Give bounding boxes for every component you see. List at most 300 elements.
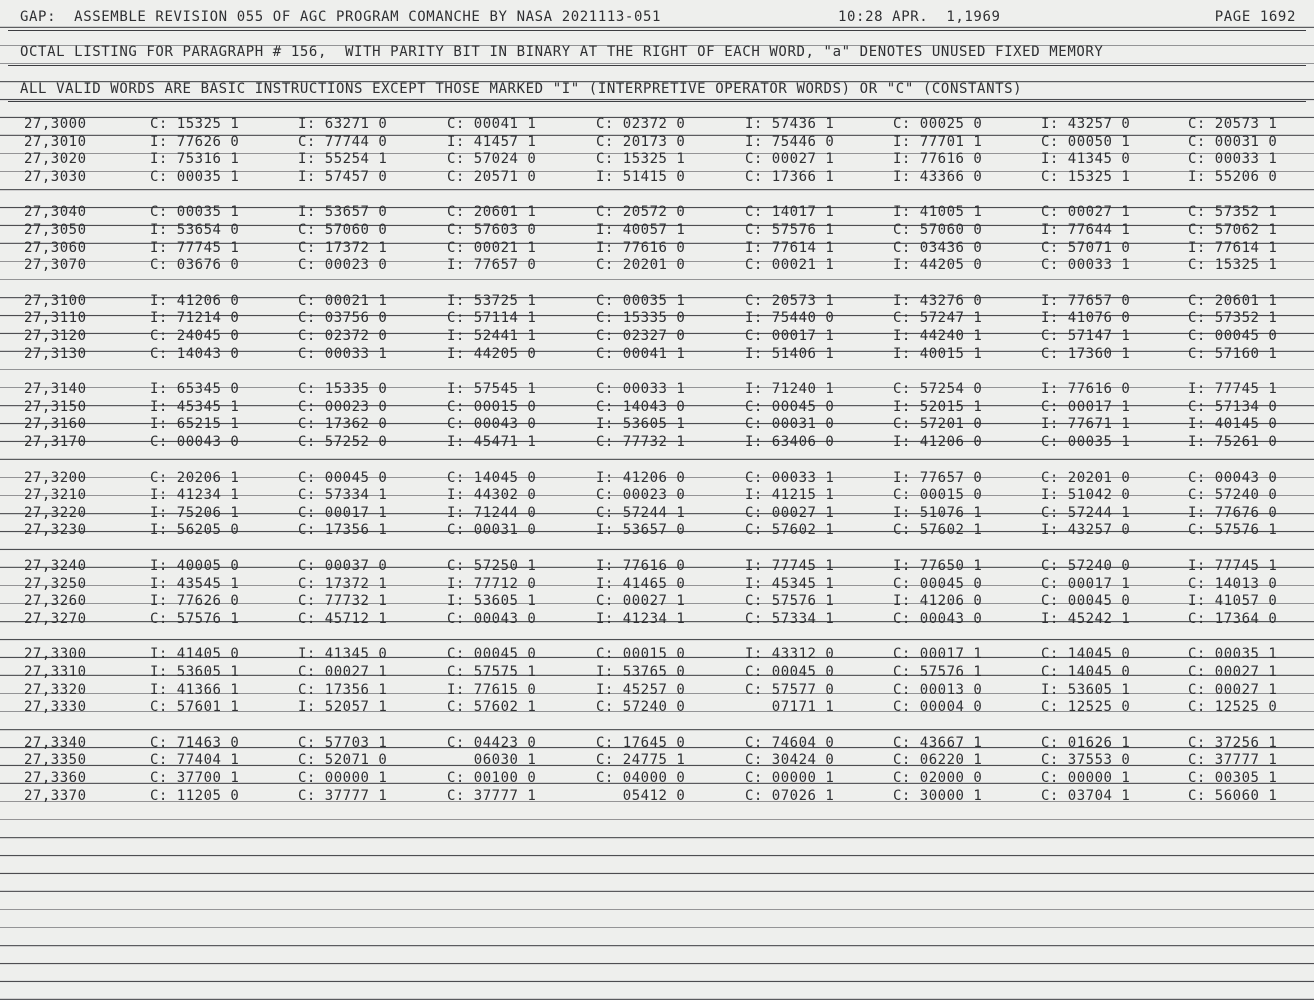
word-cell: C: 77744 0 <box>298 133 388 150</box>
word-cell: C: 20173 0 <box>596 133 686 150</box>
word-cell: C: 11205 0 <box>150 787 240 804</box>
word-cell: I: 77745 1 <box>1188 381 1278 398</box>
word-cell: C: 00045 0 <box>298 469 388 486</box>
word-cell: C: 03436 0 <box>893 239 983 256</box>
word-cell: C: 24045 0 <box>150 328 240 344</box>
word-cell: 07171 1 <box>745 699 835 716</box>
word-cell: I: 40005 0 <box>150 558 240 574</box>
word-cell: C: 71463 0 <box>150 734 240 751</box>
table-row <box>0 505 1314 523</box>
address-cell: 27,3030 <box>24 168 87 185</box>
address-cell: 27,3210 <box>24 487 87 504</box>
table-row <box>0 240 1314 258</box>
word-cell: I: 75316 1 <box>150 151 240 168</box>
word-cell: I: 77614 1 <box>745 239 835 256</box>
word-cell: C: 02000 0 <box>893 770 983 786</box>
word-cell: C: 03676 0 <box>150 257 240 274</box>
table-row <box>0 470 1314 488</box>
word-cell: C: 14013 0 <box>1188 575 1278 592</box>
word-cell: C: 00045 0 <box>893 575 983 592</box>
word-cell: I: 77657 0 <box>1041 292 1131 309</box>
address-cell: 27,3130 <box>24 345 87 362</box>
word-cell: I: 53654 0 <box>150 222 240 238</box>
word-cell: I: 45242 1 <box>1041 610 1131 627</box>
word-cell: C: 57201 0 <box>893 416 983 433</box>
word-cell: C: 37256 1 <box>1188 734 1278 751</box>
table-row <box>0 752 1314 770</box>
word-cell: I: 40057 1 <box>596 222 686 238</box>
word-cell: I: 52057 1 <box>298 699 388 716</box>
address-cell: 27,3310 <box>24 664 87 680</box>
word-cell: C: 00035 1 <box>150 168 240 185</box>
word-cell: I: 53725 1 <box>447 292 537 309</box>
table-row <box>0 257 1314 275</box>
word-cell: C: 06220 1 <box>893 752 983 769</box>
table-row <box>0 116 1314 134</box>
word-cell: C: 37777 1 <box>1188 752 1278 769</box>
word-cell: C: 57577 0 <box>745 681 835 698</box>
address-cell: 27,3360 <box>24 770 87 786</box>
address-cell: 27,3020 <box>24 151 87 168</box>
word-cell: C: 00021 1 <box>447 239 537 256</box>
word-cell: C: 37777 1 <box>447 787 537 804</box>
word-cell: I: 77657 0 <box>447 257 537 274</box>
word-cell: C: 00035 1 <box>1041 434 1131 450</box>
word-cell: C: 02372 0 <box>596 116 686 132</box>
header-line3: ALL VALID WORDS ARE BASIC INSTRUCTIONS EXCEPT THOSE MARKED "I" (INTERPRETIVE OPERATOR WORDS) OR "C" (CONSTANTS) <box>20 81 1023 97</box>
word-cell: C: 57252 0 <box>298 434 388 450</box>
word-cell: C: 57602 1 <box>893 522 983 539</box>
word-cell: I: 45257 0 <box>596 681 686 698</box>
word-cell: C: 17362 0 <box>298 416 388 433</box>
word-cell: C: 04000 0 <box>596 770 686 786</box>
word-cell: 06030 1 <box>447 752 537 769</box>
table-row <box>0 151 1314 169</box>
word-cell: I: 55206 0 <box>1188 168 1278 185</box>
word-cell: C: 57134 0 <box>1188 398 1278 415</box>
table-row <box>0 646 1314 664</box>
word-cell: C: 12525 0 <box>1041 699 1131 716</box>
word-cell: I: 41345 0 <box>1041 151 1131 168</box>
word-cell: I: 44205 0 <box>893 257 983 274</box>
word-cell: C: 57576 1 <box>150 610 240 627</box>
word-cell: C: 17366 1 <box>745 168 835 185</box>
word-cell: I: 75446 0 <box>745 133 835 150</box>
word-cell: C: 00043 0 <box>893 610 983 627</box>
word-cell: I: 43366 0 <box>893 168 983 185</box>
word-cell: C: 00015 0 <box>596 646 686 663</box>
word-cell: C: 00021 1 <box>745 257 835 274</box>
word-cell: C: 57071 0 <box>1041 239 1131 256</box>
table-row <box>0 204 1314 222</box>
word-cell: I: 63406 0 <box>745 434 835 450</box>
word-cell: I: 53765 0 <box>596 664 686 680</box>
word-cell: C: 57024 0 <box>447 151 537 168</box>
word-cell: C: 00021 1 <box>298 292 388 309</box>
word-cell: C: 00027 1 <box>745 151 835 168</box>
word-cell: I: 44205 0 <box>447 345 537 362</box>
word-cell: C: 57060 0 <box>893 222 983 238</box>
table-row <box>0 434 1314 452</box>
word-cell: C: 00045 0 <box>1041 593 1131 610</box>
address-cell: 27,3170 <box>24 434 87 450</box>
address-cell: 27,3370 <box>24 787 87 804</box>
word-cell: C: 03756 0 <box>298 310 388 327</box>
table-row <box>0 558 1314 576</box>
word-cell: C: 57352 1 <box>1188 310 1278 327</box>
address-cell: 27,3240 <box>24 558 87 574</box>
word-cell: C: 00013 0 <box>893 681 983 698</box>
word-cell: I: 41366 1 <box>150 681 240 698</box>
address-cell: 27,3340 <box>24 734 87 751</box>
word-cell: C: 57602 1 <box>447 699 537 716</box>
word-cell: I: 43545 1 <box>150 575 240 592</box>
address-cell: 27,3150 <box>24 398 87 415</box>
word-cell: C: 00027 1 <box>1188 664 1278 680</box>
word-cell: I: 41206 0 <box>596 469 686 486</box>
word-cell: C: 15335 0 <box>596 310 686 327</box>
word-cell: C: 20201 0 <box>596 257 686 274</box>
table-row <box>0 682 1314 700</box>
word-cell: C: 00033 1 <box>1041 257 1131 274</box>
word-cell: C: 15325 1 <box>150 116 240 132</box>
table-row <box>0 399 1314 417</box>
word-cell: C: 00033 1 <box>596 381 686 398</box>
word-cell: C: 57576 1 <box>745 593 835 610</box>
word-cell: 05412 0 <box>596 787 686 804</box>
word-cell: C: 15335 0 <box>298 381 388 398</box>
word-cell: C: 20601 1 <box>447 204 537 221</box>
word-cell: C: 00017 1 <box>1041 575 1131 592</box>
word-cell: C: 57240 0 <box>1041 558 1131 574</box>
address-cell: 27,3050 <box>24 222 87 238</box>
word-cell: I: 55254 1 <box>298 151 388 168</box>
table-row <box>0 699 1314 717</box>
word-cell: C: 03704 1 <box>1041 787 1131 804</box>
header-line2: OCTAL LISTING FOR PARAGRAPH # 156, WITH PARITY BIT IN BINARY AT THE RIGHT OF EACH WORD, "a" DENOTES UNUSED FIXED MEMORY <box>20 44 1104 60</box>
address-cell: 27,3230 <box>24 522 87 539</box>
word-cell: C: 00043 0 <box>447 416 537 433</box>
word-cell: C: 37700 1 <box>150 770 240 786</box>
word-cell: I: 57436 1 <box>745 116 835 132</box>
word-cell: C: 02327 0 <box>596 328 686 344</box>
word-cell: I: 41215 1 <box>745 487 835 504</box>
word-cell: C: 14045 0 <box>1041 646 1131 663</box>
word-cell: I: 77626 0 <box>150 133 240 150</box>
word-cell: I: 51042 0 <box>1041 487 1131 504</box>
word-cell: C: 57244 1 <box>596 504 686 521</box>
word-cell: C: 00031 0 <box>447 522 537 539</box>
word-cell: I: 43312 0 <box>745 646 835 663</box>
word-cell: C: 43667 1 <box>893 734 983 751</box>
word-cell: C: 00015 0 <box>447 398 537 415</box>
word-cell: I: 53605 1 <box>1041 681 1131 698</box>
word-cell: C: 00050 1 <box>1041 133 1131 150</box>
word-cell: C: 00023 0 <box>298 398 388 415</box>
word-cell: C: 00027 1 <box>596 593 686 610</box>
address-cell: 27,3010 <box>24 133 87 150</box>
word-cell: I: 41206 0 <box>893 434 983 450</box>
header-time: 10:28 APR. 1,1969 <box>838 9 1001 25</box>
word-cell: C: 57114 1 <box>447 310 537 327</box>
word-cell: C: 24775 1 <box>596 752 686 769</box>
word-cell: I: 77614 1 <box>1188 239 1278 256</box>
word-cell: C: 00045 0 <box>1188 328 1278 344</box>
word-cell: C: 15325 1 <box>1188 257 1278 274</box>
address-cell: 27,3000 <box>24 116 87 132</box>
word-cell: I: 41234 1 <box>150 487 240 504</box>
word-cell: I: 41234 1 <box>596 610 686 627</box>
address-cell: 27,3250 <box>24 575 87 592</box>
word-cell: C: 57240 0 <box>596 699 686 716</box>
word-cell: C: 57334 1 <box>298 487 388 504</box>
word-cell: C: 00017 1 <box>893 646 983 663</box>
word-cell: I: 43257 0 <box>1041 116 1131 132</box>
word-cell: I: 77626 0 <box>150 593 240 610</box>
word-cell: C: 57601 1 <box>150 699 240 716</box>
table-row <box>0 134 1314 152</box>
word-cell: C: 30424 0 <box>745 752 835 769</box>
word-cell: C: 57603 0 <box>447 222 537 238</box>
word-cell: C: 12525 0 <box>1188 699 1278 716</box>
word-cell: C: 00043 0 <box>447 610 537 627</box>
page-number: PAGE 1692 <box>1214 9 1296 25</box>
word-cell: I: 77615 0 <box>447 681 537 698</box>
table-row <box>0 416 1314 434</box>
word-cell: C: 02372 0 <box>298 328 388 344</box>
word-cell: C: 00027 1 <box>1041 204 1131 221</box>
word-cell: C: 00033 1 <box>298 345 388 362</box>
word-cell: I: 41465 0 <box>596 575 686 592</box>
word-cell: C: 00004 0 <box>893 699 983 716</box>
word-cell: C: 57160 1 <box>1188 345 1278 362</box>
address-cell: 27,3200 <box>24 469 87 486</box>
word-cell: I: 77644 1 <box>1041 222 1131 238</box>
word-cell: C: 17372 1 <box>298 239 388 256</box>
word-cell: C: 57240 0 <box>1188 487 1278 504</box>
word-cell: I: 51415 0 <box>596 168 686 185</box>
word-cell: C: 00100 0 <box>447 770 537 786</box>
word-cell: C: 00041 1 <box>596 345 686 362</box>
word-cell: I: 45471 1 <box>447 434 537 450</box>
address-cell: 27,3260 <box>24 593 87 610</box>
word-cell: I: 43257 0 <box>1041 522 1131 539</box>
table-row <box>0 788 1314 806</box>
word-cell: I: 43276 0 <box>893 292 983 309</box>
word-cell: C: 15325 1 <box>596 151 686 168</box>
word-cell: C: 14043 0 <box>150 345 240 362</box>
word-cell: I: 53657 0 <box>298 204 388 221</box>
word-cell: C: 77732 1 <box>596 434 686 450</box>
word-cell: C: 57060 0 <box>298 222 388 238</box>
word-cell: C: 20573 1 <box>1188 116 1278 132</box>
word-cell: C: 57254 0 <box>893 381 983 398</box>
word-cell: C: 00017 1 <box>745 328 835 344</box>
word-cell: C: 00017 1 <box>298 504 388 521</box>
word-cell: C: 00031 0 <box>1188 133 1278 150</box>
divider <box>8 65 1306 66</box>
word-cell: C: 17356 1 <box>298 522 388 539</box>
word-cell: C: 00045 0 <box>745 664 835 680</box>
word-cell: I: 41345 0 <box>298 646 388 663</box>
address-cell: 27,3070 <box>24 257 87 274</box>
table-row <box>0 310 1314 328</box>
word-cell: I: 57545 1 <box>447 381 537 398</box>
word-cell: C: 20206 1 <box>150 469 240 486</box>
word-cell: I: 77616 0 <box>1041 381 1131 398</box>
word-cell: C: 20201 0 <box>1041 469 1131 486</box>
word-cell: C: 00043 0 <box>1188 469 1278 486</box>
word-cell: C: 14045 0 <box>1041 664 1131 680</box>
word-cell: C: 14043 0 <box>596 398 686 415</box>
word-cell: C: 00017 1 <box>1041 398 1131 415</box>
word-cell: C: 15325 1 <box>1041 168 1131 185</box>
address-cell: 27,3160 <box>24 416 87 433</box>
word-cell: C: 00037 0 <box>298 558 388 574</box>
word-cell: I: 57457 0 <box>298 168 388 185</box>
address-cell: 27,3220 <box>24 504 87 521</box>
table-row <box>0 770 1314 788</box>
word-cell: I: 52015 1 <box>893 398 983 415</box>
divider <box>8 30 1306 31</box>
word-cell: C: 00027 1 <box>745 504 835 521</box>
word-cell: I: 41405 0 <box>150 646 240 663</box>
word-cell: I: 53605 1 <box>447 593 537 610</box>
word-cell: C: 17364 0 <box>1188 610 1278 627</box>
word-cell: C: 00000 1 <box>298 770 388 786</box>
word-cell: I: 77745 1 <box>1188 558 1278 574</box>
word-cell: C: 07026 1 <box>745 787 835 804</box>
word-cell: C: 77404 1 <box>150 752 240 769</box>
word-cell: I: 44302 0 <box>447 487 537 504</box>
word-cell: C: 00305 1 <box>1188 770 1278 786</box>
word-cell: C: 04423 0 <box>447 734 537 751</box>
word-cell: C: 20601 1 <box>1188 292 1278 309</box>
word-cell: C: 01626 1 <box>1041 734 1131 751</box>
word-cell: I: 71214 0 <box>150 310 240 327</box>
word-cell: I: 75440 0 <box>745 310 835 327</box>
word-cell: C: 00045 0 <box>745 398 835 415</box>
word-cell: C: 57062 1 <box>1188 222 1278 238</box>
word-cell: I: 45345 1 <box>745 575 835 592</box>
table-row <box>0 169 1314 187</box>
word-cell: I: 77657 0 <box>893 469 983 486</box>
table-row <box>0 522 1314 540</box>
word-cell: C: 00035 1 <box>596 292 686 309</box>
word-cell: I: 71244 0 <box>447 504 537 521</box>
word-cell: C: 57244 1 <box>1041 504 1131 521</box>
word-cell: C: 57147 1 <box>1041 328 1131 344</box>
header-line1: GAP: ASSEMBLE REVISION 055 OF AGC PROGRAM COMANCHE BY NASA 2021113-051 <box>20 9 662 25</box>
word-cell: C: 57575 1 <box>447 664 537 680</box>
word-cell: C: 00043 0 <box>150 434 240 450</box>
word-cell: C: 57352 1 <box>1188 204 1278 221</box>
word-cell: C: 00000 1 <box>1041 770 1131 786</box>
word-cell: C: 00000 1 <box>745 770 835 786</box>
address-cell: 27,3330 <box>24 699 87 716</box>
address-cell: 27,3110 <box>24 310 87 327</box>
word-cell: I: 77671 1 <box>1041 416 1131 433</box>
address-cell: 27,3120 <box>24 328 87 344</box>
word-cell: I: 53605 1 <box>596 416 686 433</box>
word-cell: C: 00031 0 <box>745 416 835 433</box>
address-cell: 27,3140 <box>24 381 87 398</box>
word-cell: C: 00033 1 <box>1188 151 1278 168</box>
word-cell: I: 77616 0 <box>893 151 983 168</box>
word-cell: C: 00023 0 <box>298 257 388 274</box>
word-cell: C: 57602 1 <box>745 522 835 539</box>
word-cell: C: 57576 1 <box>1188 522 1278 539</box>
word-cell: C: 00023 0 <box>596 487 686 504</box>
word-cell: I: 63271 0 <box>298 116 388 132</box>
word-cell: C: 57334 1 <box>745 610 835 627</box>
word-cell: I: 65215 1 <box>150 416 240 433</box>
word-cell: C: 00027 1 <box>298 664 388 680</box>
word-cell: I: 77650 1 <box>893 558 983 574</box>
address-cell: 27,3350 <box>24 752 87 769</box>
word-cell: I: 77616 0 <box>596 239 686 256</box>
address-cell: 27,3270 <box>24 610 87 627</box>
word-cell: C: 37777 1 <box>298 787 388 804</box>
table-row <box>0 593 1314 611</box>
word-cell: C: 00027 1 <box>1188 681 1278 698</box>
word-cell: C: 56060 1 <box>1188 787 1278 804</box>
word-cell: C: 00035 1 <box>150 204 240 221</box>
word-cell: I: 77676 0 <box>1188 504 1278 521</box>
table-row <box>0 346 1314 364</box>
word-cell: C: 20571 0 <box>447 168 537 185</box>
word-cell: I: 77701 1 <box>893 133 983 150</box>
word-cell: I: 51406 1 <box>745 345 835 362</box>
word-cell: C: 30000 1 <box>893 787 983 804</box>
word-cell: I: 77745 1 <box>150 239 240 256</box>
word-cell: I: 77712 0 <box>447 575 537 592</box>
word-cell: C: 00033 1 <box>745 469 835 486</box>
word-cell: I: 44240 1 <box>893 328 983 344</box>
word-cell: C: 57247 1 <box>893 310 983 327</box>
word-cell: C: 00025 0 <box>893 116 983 132</box>
table-row <box>0 381 1314 399</box>
word-cell: C: 57576 1 <box>745 222 835 238</box>
address-cell: 27,3320 <box>24 681 87 698</box>
address-cell: 27,3100 <box>24 292 87 309</box>
word-cell: I: 77745 1 <box>745 558 835 574</box>
table-row <box>0 222 1314 240</box>
word-cell: C: 00035 1 <box>1188 646 1278 663</box>
word-cell: I: 71240 1 <box>745 381 835 398</box>
table-row <box>0 576 1314 594</box>
table-row <box>0 328 1314 346</box>
word-cell: I: 41005 1 <box>893 204 983 221</box>
word-cell: C: 17356 1 <box>298 681 388 698</box>
table-row <box>0 293 1314 311</box>
word-cell: I: 77616 0 <box>596 558 686 574</box>
word-cell: C: 20572 0 <box>596 204 686 221</box>
word-cell: I: 53605 1 <box>150 664 240 680</box>
word-cell: C: 74604 0 <box>745 734 835 751</box>
word-cell: C: 37553 0 <box>1041 752 1131 769</box>
word-cell: C: 14017 1 <box>745 204 835 221</box>
word-cell: I: 40015 1 <box>893 345 983 362</box>
word-cell: C: 17372 1 <box>298 575 388 592</box>
word-cell: I: 56205 0 <box>150 522 240 539</box>
address-cell: 27,3060 <box>24 239 87 256</box>
table-row <box>0 664 1314 682</box>
word-cell: C: 14045 0 <box>447 469 537 486</box>
word-cell: C: 20573 1 <box>745 292 835 309</box>
word-cell: C: 17360 1 <box>1041 345 1131 362</box>
word-cell: I: 75261 0 <box>1188 434 1278 450</box>
